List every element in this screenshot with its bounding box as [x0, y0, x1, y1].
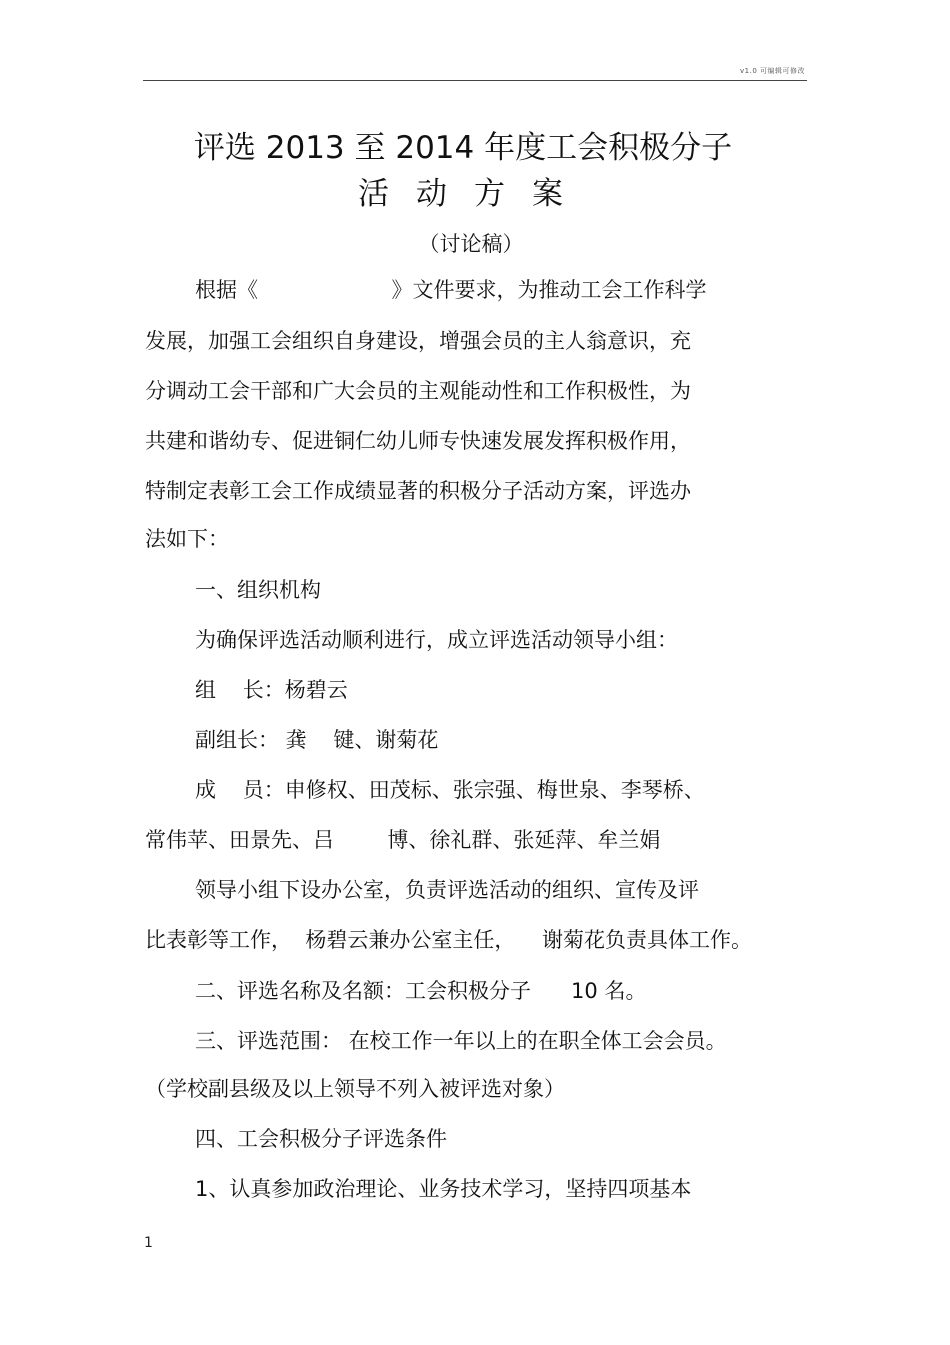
body-line: 发展，加强工会组织自身建设，增强会员的主人翁意识，充 [145, 329, 691, 353]
body-line: 比表彰等工作， 杨碧云兼办公室主任， 谢菊花负责具体工作。 [145, 928, 753, 952]
page-number: 1 [144, 1235, 153, 1251]
body-line: （学校副县级及以上领导不列入被评选对象） [145, 1077, 565, 1101]
body-line: 特制定表彰工会工作成绩显著的积极分子活动方案，评选办 [145, 479, 691, 503]
header-divider [143, 80, 807, 81]
body-line: 组 长：杨碧云 [195, 678, 348, 702]
section-heading: 四、工会积极分子评选条件 [195, 1127, 447, 1151]
document-title: 评选 2013 至 2014 年度工会积极分子 [193, 130, 733, 166]
section-heading: 一、组织机构 [195, 578, 321, 602]
body-line: 常伟苹、田景先、吕 博、徐礼群、张延萍、牟兰娟 [145, 828, 661, 852]
body-line: 根据《 》文件要求，为推动工会工作科学 [195, 278, 707, 302]
body-line: 为确保评选活动顺利进行，成立评选活动领导小组： [195, 628, 678, 652]
header-version-note: v1.0 可编辑可修改 [740, 67, 805, 75]
section-heading: 二、评选名称及名额：工会积极分子 10 名。 [195, 979, 647, 1003]
body-line: 成 员：申修权、田茂标、张宗强、梅世泉、李琴桥、 [195, 778, 705, 802]
body-line: 法如下： [145, 527, 229, 551]
body-line: 分调动工会干部和广大会员的主观能动性和工作积极性，为 [145, 379, 691, 403]
body-line: 1、认真参加政治理论、业务技术学习，坚持四项基本 [195, 1177, 692, 1201]
document-subtitle: （讨论稿） [418, 232, 524, 256]
document-title-second-line: 活动方案 [358, 176, 590, 212]
body-line: 领导小组下设办公室，负责评选活动的组织、宣传及评 [195, 878, 699, 902]
section-heading: 三、评选范围： 在校工作一年以上的在职全体工会会员。 [195, 1029, 727, 1053]
body-line: 共建和谐幼专、促进铜仁幼儿师专快速发展发挥积极作用， [145, 429, 691, 453]
body-line: 副组长： 龚 键、谢菊花 [195, 728, 439, 752]
